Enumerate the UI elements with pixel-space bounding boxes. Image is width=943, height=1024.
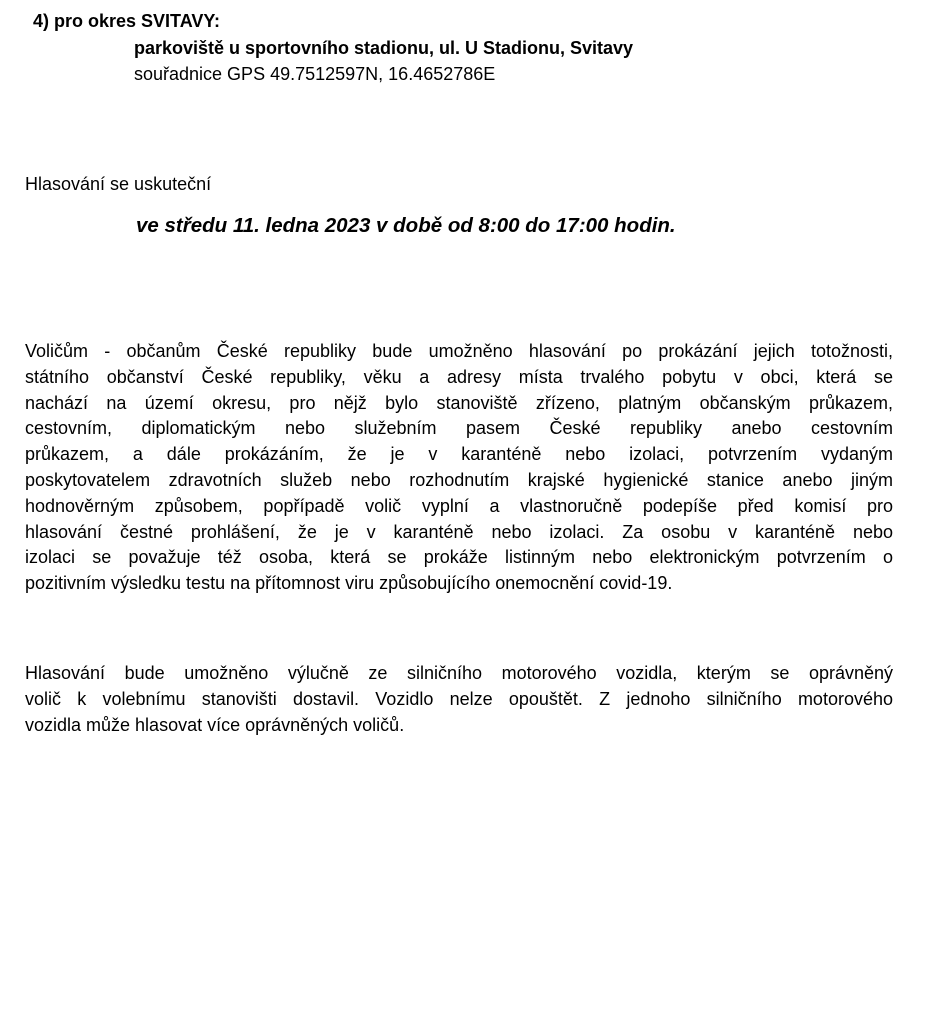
vehicle-voting-paragraph — [25, 661, 893, 738]
paragraph-line: cestovním, diplomatickým nebo služebním pasem České republiky anebo cestovním — [25, 418, 893, 439]
paragraph-line: hodnověrným způsobem, popřípadě volič vyplní a vlastnoručně podepíše před komisí pro — [25, 495, 893, 516]
paragraph-line: Hlasování bude umožněno výlučně ze silničního motorového vozidla, kterým se oprávněný — [25, 663, 893, 683]
district-heading: 4) pro okres SVITAVY: — [33, 11, 221, 31]
paragraph-line: Voličům - občanům České republiky bude umožněno hlasování po prokázání jejich totožnosti, — [25, 341, 893, 361]
paragraph-line: izolaci se považuje též osoba, která se prokáže listinným nebo elektronickým potvrzením o — [25, 547, 893, 568]
voter-identification-paragraph — [25, 339, 893, 597]
paragraph-line: průkazem, a dále prokázáním, že je v karanténě nebo izolaci, potvrzením vydaným — [25, 444, 893, 465]
paragraph-line: pozitivním výsledku testu na přítomnost viru způsobujícího onemocnění covid-19. — [25, 573, 673, 594]
paragraph-line: volič k volebnímu stanovišti dostavil. Vozidlo nelze opouštět. Z jednoho silničního motorového — [25, 688, 893, 709]
gps-coordinates: souřadnice GPS 49.7512597N, 16.4652786E — [134, 64, 496, 84]
paragraph-line: státního občanství České republiky, věku a adresy místa trvalého pobytu v obci, která se — [25, 366, 893, 387]
paragraph-line: poskytovatelem zdravotních služeb nebo rozhodnutím krajské hygienické stanice anebo jiným — [25, 469, 893, 490]
paragraph-line: vozidla může hlasovat více oprávněných voličů. — [25, 714, 405, 735]
voting-intro: Hlasování se uskuteční — [25, 174, 212, 194]
voting-datetime: ve středu 11. ledna 2023 v době od 8:00 do 17:00 hodin. — [136, 214, 676, 237]
paragraph-line: nachází na území okresu, pro nějž bylo stanoviště zřízeno, platným občanským průkazem, — [25, 392, 893, 413]
location-address: parkoviště u sportovního stadionu, ul. U Stadionu, Svitavy — [134, 38, 634, 58]
paragraph-line: hlasování čestné prohlášení, že je v karanténě nebo izolaci. Za osobu v karanténě nebo — [25, 521, 893, 542]
